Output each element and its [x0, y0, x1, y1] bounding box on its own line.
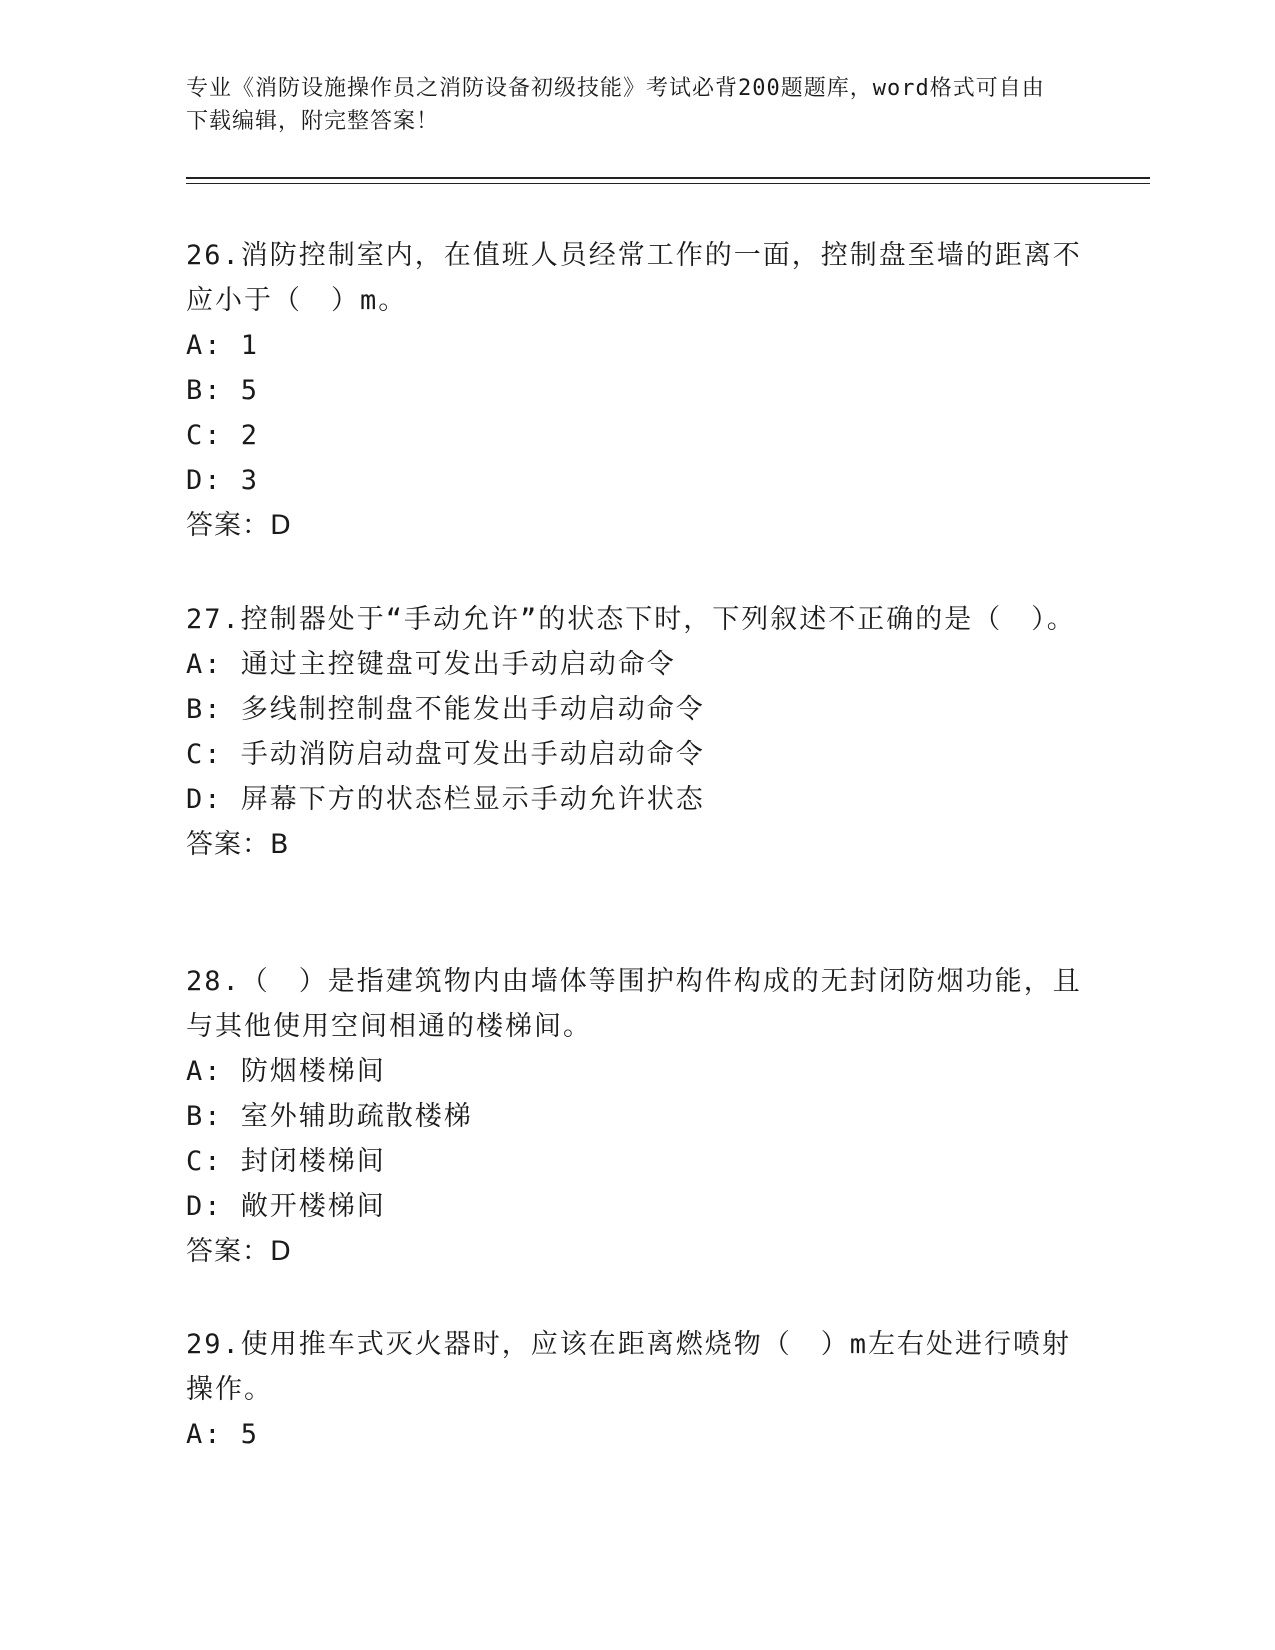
question-stem: 26.消防控制室内，在值班人员经常工作的一面，控制盘至墙的距离不应小于（ ）m。	[186, 240, 1082, 316]
option-c: C: 手动消防启动盘可发出手动启动命令	[186, 739, 705, 770]
option-d: D: 敞开楼梯间	[186, 1191, 386, 1222]
question-stem: 28.（ ）是指建筑物内由墙体等围护构件构成的无封闭防烟功能，且与其他使用空间相通的楼梯间。	[186, 966, 1082, 1042]
option-c: C: 2	[186, 420, 260, 451]
answer-line: 答案：B	[186, 829, 290, 860]
option-a: A: 1	[186, 330, 260, 361]
question-stem: 27.控制器处于“手动允许”的状态下时，下列叙述不正确的是（ ）。	[186, 604, 1076, 635]
option-a: A: 防烟楼梯间	[186, 1056, 386, 1087]
option-b: B: 5	[186, 375, 260, 406]
option-b: B: 室外辅助疏散楼梯	[186, 1101, 473, 1132]
question-stem: 29.使用推车式灭火器时，应该在距离燃烧物（ ）m左右处进行喷射操作。	[186, 1329, 1072, 1405]
answer-line: 答案：D	[186, 1236, 292, 1267]
header-divider-thick	[186, 177, 1150, 179]
option-c: C: 封闭楼梯间	[186, 1146, 386, 1177]
question-26	[186, 233, 1086, 549]
option-b: B: 多线制控制盘不能发出手动启动命令	[186, 694, 705, 725]
option-a: A: 5	[186, 1419, 260, 1450]
question-29	[186, 1322, 1086, 1457]
question-28	[186, 959, 1086, 1275]
question-27	[186, 597, 1086, 868]
header-divider-thin	[186, 183, 1150, 184]
option-d: D: 3	[186, 465, 260, 496]
document-header: 专业《消防设施操作员之消防设备初级技能》考试必背200题题库，word格式可自由下载编辑，附完整答案！	[186, 76, 1045, 134]
option-d: D: 屏幕下方的状态栏显示手动允许状态	[186, 784, 705, 815]
answer-line: 答案：D	[186, 510, 292, 541]
option-a: A: 通过主控键盘可发出手动启动命令	[186, 649, 676, 680]
